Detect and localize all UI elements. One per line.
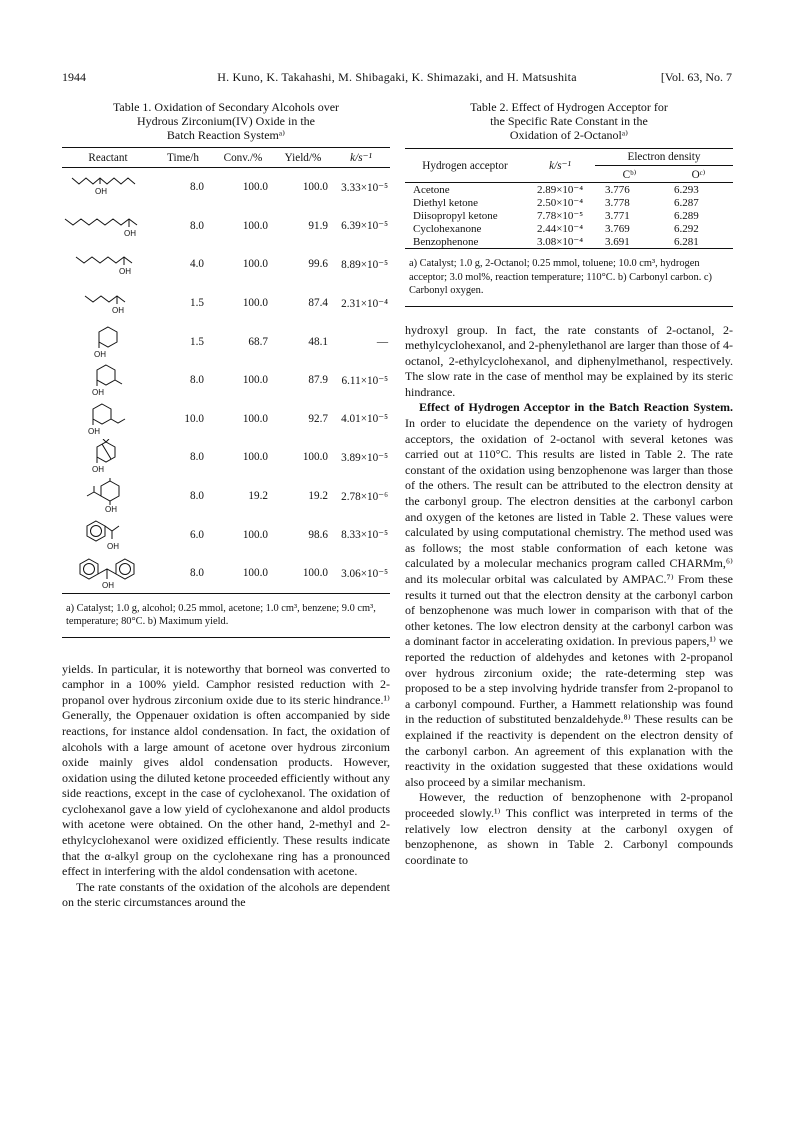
svg-text:OH: OH [92,465,104,475]
running-header [62,70,732,88]
col-k: k/s⁻¹ [525,149,595,183]
author-line: H. Kuno, K. Takahashi, M. Shibagaki, K. Shimazaki, and H. Matsushita [217,70,577,84]
svg-text:OH: OH [119,267,131,277]
col-carbon: Cᵇ⁾ [595,166,664,183]
table-row: OH 8.0 100.0 100.0 3.89×10⁻⁵ [62,438,390,477]
table-row: OH 1.5 100.0 87.4 2.31×10⁻⁴ [62,284,390,323]
svg-text:OH: OH [88,426,100,436]
structure-menthol [76,478,140,514]
structure-short-alcohol [73,286,143,320]
table-row: Diisopropyl ketone 7.78×10⁻⁵ 3.771 6.289 [413,209,699,222]
right-body-text [405,323,733,869]
reactant-structure [62,168,154,207]
paragraph: Effect of Hydrogen Acceptor in the Batch Reaction System. In order to elucidate the dependence on the variety of hydrogen acceptors, the oxidation of 2-octanol with several ketones was carried out at 110°C. This results are listed in Table 2. The rate constant of the oxidation using benzophenone was larger than those of the others. The result can be attributed to the electron density at the carbonyl group. The electron densities at the carbonyl carbon and oxygen of the ketones are listed in Table 2. These values were calculated by using computational chemistry. The method used was as follows; the most stable conformation of each ketone was calculated by a molecular mechanics program called CHARMm,⁶⁾ and its molecular orbital was calculated by AMPAC.⁷⁾ From these results it turned out that the electron density at the carbonyl carbon of benzophenone was much lower in comparison with that of the other ketones. The low electron density at the carbonyl carbon was a dominant factor in accelerating oxidation. In previous papers,¹⁾ we reported the reduction of aldehydes and ketones with 2-propanol over hydrous zirconium oxide; the rate-determing step was proposed to be a step involving hydride transfer from 2-propanol to a carbonyl compound. Further, a Hammett relationship was found in the reduction of substituted benzaldehyde.⁸⁾ These results can be explained if the reactivity is dependent on the electron density of the carbonyl carbon. An agreement of this explanation with the reactivity in the oxidation suggested that these oxidations would also proceed by a similar mechanism. [405,400,733,789]
table1-footnote: a) Catalyst; 1.0 g, alcohol; 0.25 mmol, acetone; 1.0 cm³, benzene; 9.0 cm³, temperature; 80°C. b) Maximum yield. [62,602,390,638]
table1-header-row [62,148,390,168]
col-conversion: Conv./% [212,148,274,168]
table2-caption: Table 2. Effect of Hydrogen Acceptor for the Specific Rate Constant in the Oxidation of 2-Octanolᵃ⁾ [470,100,668,142]
section-heading: Effect of Hydrogen Acceptor in the Batch Reaction System. [419,400,733,415]
col-oxygen: Oᶜ⁾ [664,166,733,183]
structure-borneol [78,439,138,475]
table-row: OH 6.0 100.0 98.6 8.33×10⁻⁵ [62,515,390,554]
structure-octanol-long [63,209,153,243]
volume-info: [Vol. 63, No. 7 [660,70,732,84]
right-column [405,100,733,868]
table1-caption: Table 1. Oxidation of Secondary Alcohols over Hydrous Zirconium(IV) Oxide in the Batch Reaction Systemᵃ⁾ [112,100,340,142]
table-row: OH 8.0 100.0 100.0 3.06×10⁻⁵ [62,554,390,593]
col-reactant: Reactant [62,148,154,168]
paragraph: The rate constants of the oxidation of the alcohols are dependent on the steric circumstances around the [62,879,390,910]
col-rate-constant: k/s⁻¹ [332,148,390,168]
svg-text:OH: OH [102,581,114,591]
reactant-structure [62,361,154,400]
reactant-structure [62,284,154,323]
page-number: 1944 [62,70,86,84]
table-row: Acetone 2.89×10⁻⁴ 3.776 6.293 [413,183,699,196]
svg-text:OH: OH [124,228,136,238]
reactant-structure [62,477,154,516]
col-time: Time/h [154,148,212,168]
table-row: Benzophenone 3.08×10⁻⁴ 3.691 6.281 [413,235,699,248]
col-yield: Yield/% [274,148,332,168]
paragraph: hydroxyl group. In fact, the rate constants of 2-octanol, 2-methylcyclohexanol, and 2-phenylethanol are larger than those of 4-octanol, 2-ethylcyclohexanol, and diphenylmethanol, respectively. The slow rate in the case of menthol may be explained by its steric hindrance. [405,322,733,399]
svg-text:OH: OH [107,541,119,551]
reactant-structure [62,322,154,361]
table-row: OH 8.0 100.0 91.9 6.39×10⁻⁵ [62,207,390,246]
paragraph: yields. In particular, it is noteworthy that borneol was converted to camphor in a 100% yield. Camphor resisted reduction with 2-propanol over hydrous zirconium oxide due to its steric hindrance.¹⁾ Generally, the Oppenauer oxidation is often accompanied by side reactions, for instance aldol condensation. In fact, the oxidation of alcohols with a large amount of acetone over hydrous zirconium oxide mainly gives aldol condensation products. However, oxidation using the diluted ketone proceeded efficiently without any side reactions, except in the case of cyclohexanol. The oxidation of cyclohexanol gave a low yield of cyclohexanone and aldol products with acetone were obtained. On the other hand, 2-methyl and 2-ethylcyclohexanol were oxidized efficiently. These results indicate that the α-alkyl group on the cyclohexane ring has a pronounced effect in interfering with the aldol condensation with acetone. [62,661,390,879]
table-row: Diethyl ketone 2.50×10⁻⁴ 3.778 6.287 [413,196,699,209]
table-row: OH 8.0 100.0 100.0 3.33×10⁻⁵ [62,168,390,207]
structure-diphenylmethanol [71,555,145,591]
svg-text:OH: OH [112,306,124,316]
reactant-structure [62,207,154,246]
table-row: OH 10.0 100.0 92.7 4.01×10⁻⁵ [62,400,390,439]
table-row: OH 8.0 100.0 87.9 6.11×10⁻⁵ [62,361,390,400]
table2 [405,148,733,249]
table-row: OH 4.0 100.0 99.6 8.89×10⁻⁵ [62,245,390,284]
structure-2-ethylcyclohexanol [76,401,140,437]
table-row: OH 1.5 68.7 48.1 — [62,322,390,361]
reactant-structure [62,245,154,284]
reactant-structure [62,515,154,554]
structure-secondary-alcohol [68,247,148,281]
structure-2-octanol [68,170,148,204]
reactant-structure [62,400,154,439]
reactant-structure [62,554,154,593]
svg-text:OH: OH [105,505,117,515]
table-row: OH 8.0 19.2 19.2 2.78×10⁻⁶ [62,477,390,516]
svg-text:OH: OH [92,388,104,398]
table-row: Cyclohexanone 2.44×10⁻⁴ 3.769 6.292 [413,222,699,235]
svg-text:OH: OH [95,187,107,197]
svg-text:OH: OH [94,349,106,359]
structure-cyclohexanol [78,324,138,360]
structure-phenylethanol [76,517,140,553]
left-body-text [62,662,390,912]
col-hydrogen-acceptor: Hydrogen acceptor [405,149,525,183]
table2-footnote: a) Catalyst; 1.0 g, 2-Octanol; 0.25 mmol, toluene; 10.0 cm³, hydrogen acceptor; 3.0 mol%, reaction temperature; 110°C. b) Carbonyl carbon. c) Carbonyl oxygen. [405,257,733,307]
structure-2-methylcyclohexanol [78,362,138,398]
paragraph: However, the reduction of benzophenone with 2-propanol proceeded slowly.¹⁾ This conflict was interpreted in terms of the relatively low electron density at the carbonyl oxygen of benzophenone, as shown in Table 2. Carbonyl compounds coordinate to [405,790,733,867]
table2-header-row [405,149,733,166]
col-electron-density: Electron density [595,149,733,166]
table1 [62,147,390,594]
reactant-structure [62,438,154,477]
left-column [62,100,390,911]
